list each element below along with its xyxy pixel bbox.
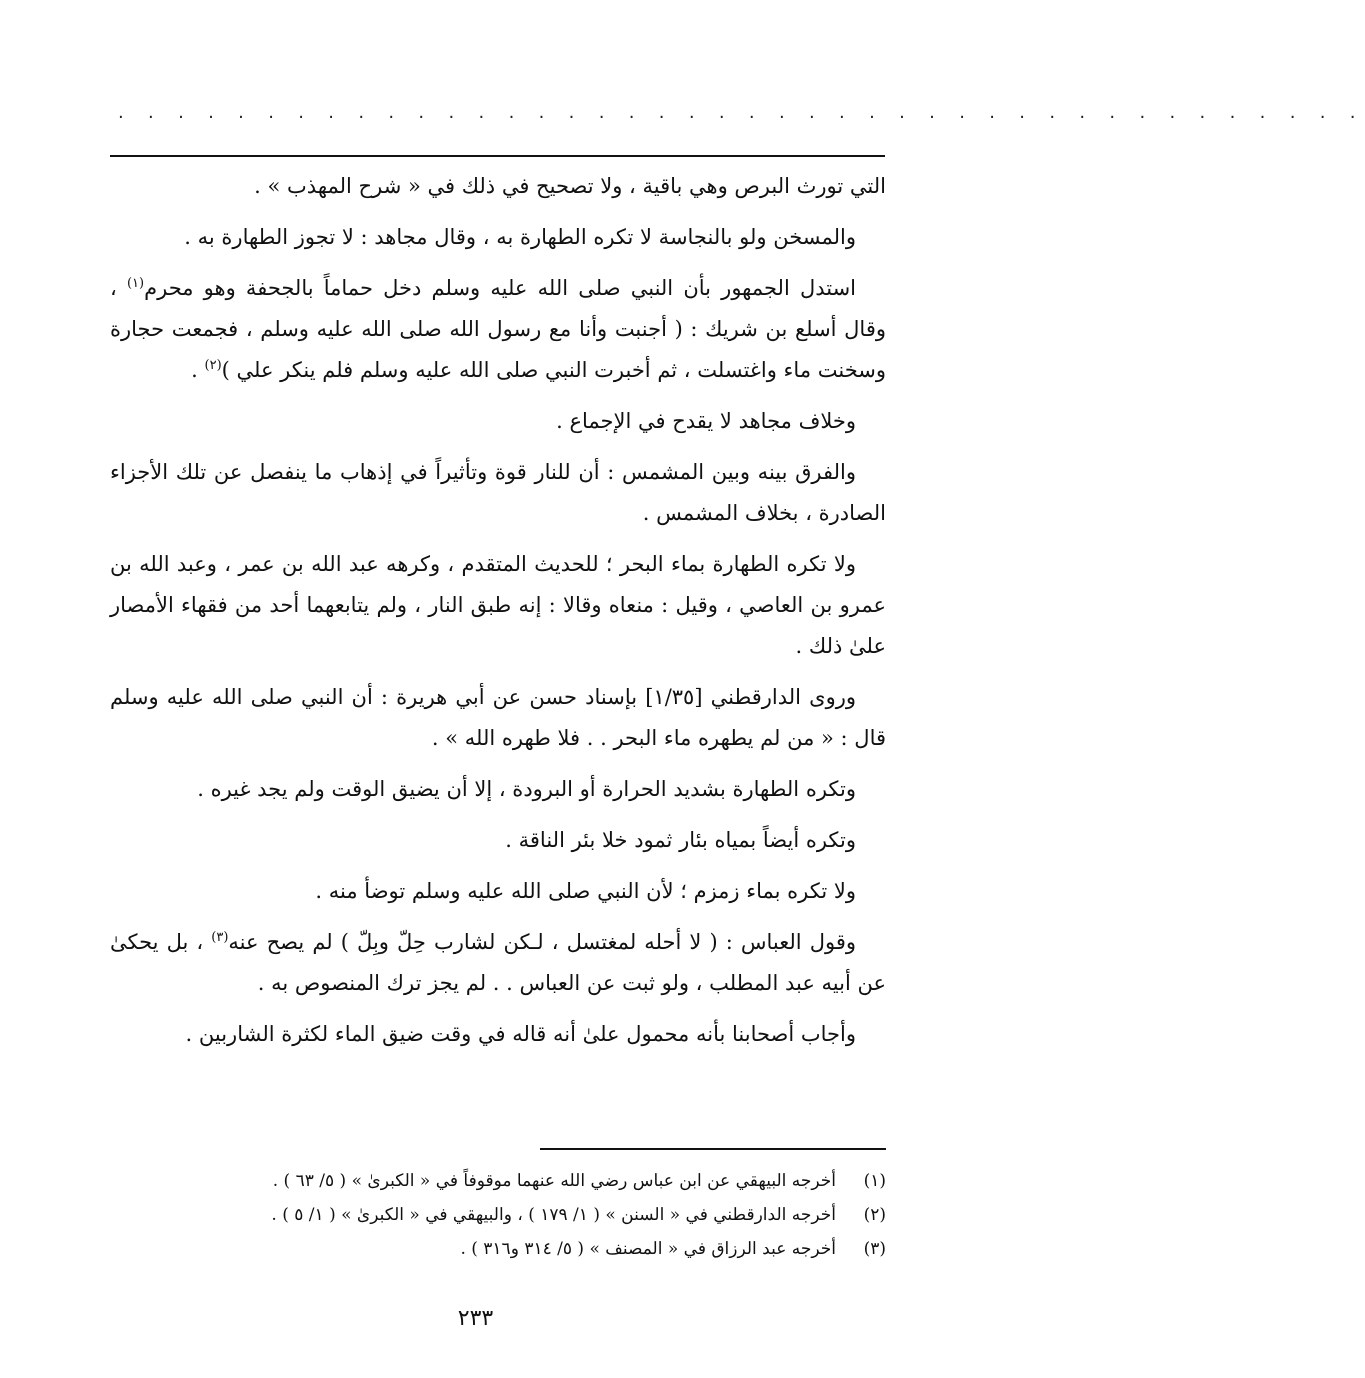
paragraph xyxy=(110,268,886,391)
footnote-rule xyxy=(540,1148,886,1150)
paragraph-text: وتكره الطهارة بشديد الحرارة أو البرودة ، إلا أن يضيق الوقت ولم يجد غيره . xyxy=(197,777,856,801)
paragraph xyxy=(110,401,886,442)
paragraph-text: ولا تكره بماء زمزم ؛ لأن النبي صلى الله عليه وسلم توضأ منه . xyxy=(315,879,856,903)
paragraph-text: ، وقال أسلع بن شريك : ( أجنبت وأنا مع رسول الله صلى الله عليه وسلم ، فجمعت حجارة وسخنت ماء واغتسلت ، ثم أخبرت النبي صلى الله عليه وسلم فلم ينكر علي ) xyxy=(110,276,886,382)
paragraph-text: وخلاف مجاهد لا يقدح في الإجماع . xyxy=(556,409,856,433)
footnote xyxy=(110,1198,886,1232)
header-dotted-line: . . . . . . . . . . . . . . . . . . . . . . . . . . . . . . . . . . . . . . . . . . xyxy=(118,102,1365,123)
header-rule xyxy=(110,155,885,157)
paragraph-text: والفرق بينه وبين المشمس : أن للنار قوة وتأثيراً في إذهاب ما ينفصل عن تلك الأجزاء الصادرة ، بخلاف المشمس . xyxy=(110,460,886,525)
footnote-number: (١) xyxy=(863,1171,886,1191)
paragraph-text: . xyxy=(191,358,205,382)
paragraph xyxy=(110,820,886,861)
paragraph xyxy=(110,922,886,1004)
footnote xyxy=(110,1164,886,1198)
paragraph-text: وروى الدارقطني [١/٣٥] بإسناد حسن عن أبي هريرة : أن النبي صلى الله عليه وسلم قال : « من لم يطهره ماء البحر . . فلا طهره الله » . xyxy=(110,685,886,750)
footnote-number: (٢) xyxy=(863,1205,886,1225)
paragraph xyxy=(110,452,886,534)
paragraph xyxy=(110,1014,886,1055)
footnote-text: أخرجه البيهقي عن ابن عباس رضي الله عنهما موقوفاً في « الكبرىٰ » ( ٥/ ٦٣ ) . xyxy=(272,1171,836,1191)
paragraph-text: وقول العباس : ( لا أحله لمغتسل ، لـكن لشارب حِلّ وبِلّ ) لم يصح عنه xyxy=(228,930,857,954)
paragraph-text: وتكره أيضاً بمياه بئار ثمود خلا بئر الناقة . xyxy=(505,828,856,852)
paragraph xyxy=(110,769,886,810)
footnote-ref: (٣) xyxy=(211,930,229,945)
main-text xyxy=(110,166,886,1065)
paragraph-text: التي تورث البرص وهي باقية ، ولا تصحيح في ذلك في « شرح المهذب » . xyxy=(254,174,886,198)
paragraph-text: ، بل يحكىٰ عن أبيه عبد المطلب ، ولو ثبت عن العباس . . لم يجز ترك المنصوص به . xyxy=(110,930,886,995)
footnotes xyxy=(110,1164,886,1266)
paragraph xyxy=(110,166,886,207)
footnote xyxy=(110,1232,886,1266)
footnote-number: (٣) xyxy=(863,1239,886,1259)
paragraph-text: ولا تكره الطهارة بماء البحر ؛ للحديث المتقدم ، وكرهه عبد الله بن عمر ، وعبد الله بن عمرو بن العاصي ، وقيل : منعاه وقالا : إنه طبق النار ، ولم يتابعهما أحد من فقهاء الأمصار علىٰ ذلك . xyxy=(110,552,886,658)
footnote-ref: (٢) xyxy=(204,358,222,373)
paragraph xyxy=(110,544,886,667)
paragraph xyxy=(110,871,886,912)
footnote-text: أخرجه عبد الرزاق في « المصنف » ( ٥/ ٣١٤ و٣١٦ ) . xyxy=(460,1239,836,1259)
paragraph-text: وأجاب أصحابنا بأنه محمول علىٰ أنه قاله في وقت ضيق الماء لكثرة الشاربين . xyxy=(185,1022,856,1046)
footnote-ref: (١) xyxy=(126,276,145,291)
footnote-text: أخرجه الدارقطني في « السنن » ( ١/ ١٧٩ ) ، والبيهقي في « الكبرىٰ » ( ١/ ٥ ) . xyxy=(271,1205,836,1225)
paragraph-text: استدل الجمهور بأن النبي صلى الله عليه وسلم دخل حماماً بالجحفة وهو محرم xyxy=(144,276,857,300)
paragraph-text: والمسخن ولو بالنجاسة لا تكره الطهارة به ، وقال مجاهد : لا تجوز الطهارة به . xyxy=(184,225,856,249)
paragraph xyxy=(110,677,886,759)
page-number: ٢٣٣ xyxy=(457,1306,494,1331)
paragraph xyxy=(110,217,886,258)
